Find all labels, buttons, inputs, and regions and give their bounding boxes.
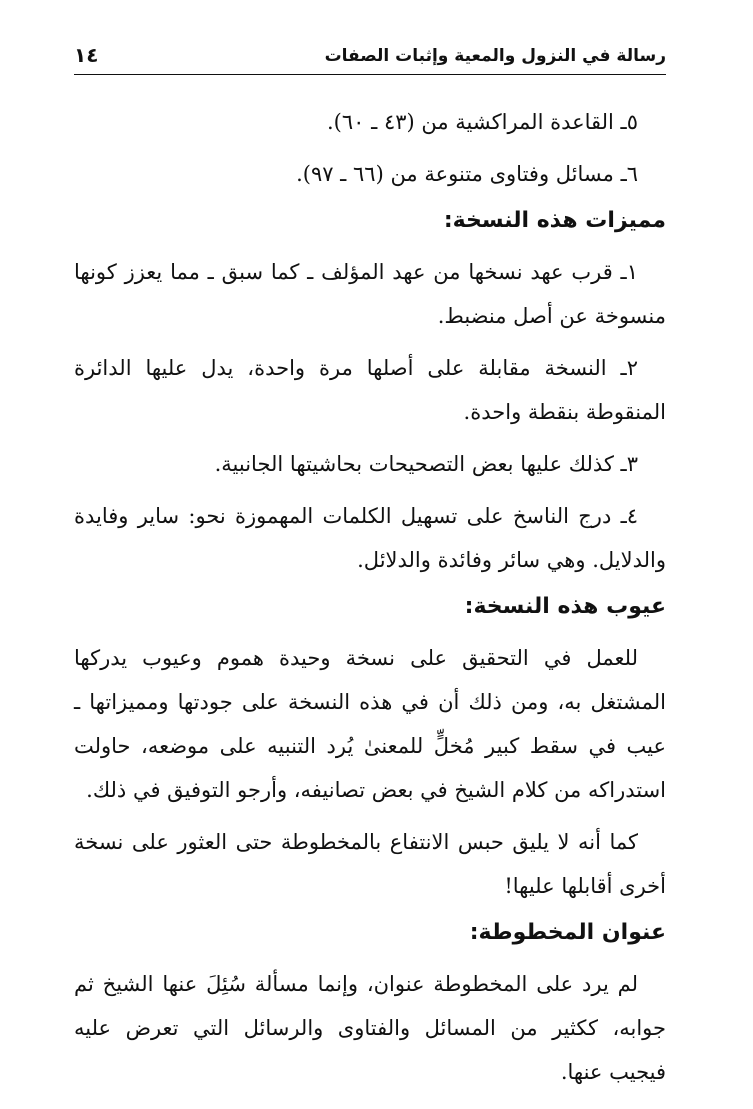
section-heading-title: عنوان المخطوطة: bbox=[469, 920, 666, 945]
feature-item: ٣ـ كذلك عليها بعض التصحيحات بحاشيتها الجانبية. bbox=[214, 452, 638, 476]
list-item: ٦ـ مسائل وفتاوى متنوعة من (٦٦ ـ ٩٧). bbox=[296, 162, 638, 186]
body-paragraph: للعمل في التحقيق على نسخة وحيدة هموم وعيوب يدركها المشتغل به، ومن ذلك أن في هذه النسخة على جودتها ومميزاتها ـ عيب في سقط كبير مُخلٍّ للمعنىٰ يُرد التنبيه على موضعه، حاولت استدراكه من كلام الشيخ في بعض تصانيفه، وأرجو التوفيق في ذلك. bbox=[74, 646, 666, 802]
page-header bbox=[74, 38, 666, 75]
section-heading-defects: عيوب هذه النسخة: bbox=[464, 594, 666, 619]
running-title: رسالة في النزول والمعية وإثبات الصفات bbox=[324, 46, 666, 66]
feature-item: ١ـ قرب عهد نسخها من عهد المؤلف ـ كما سبق ـ مما يعزز كونها منسوخة عن أصل منضبط. bbox=[74, 260, 666, 328]
feature-item: ٢ـ النسخة مقابلة على أصلها مرة واحدة، يدل عليها الدائرة المنقوطة بنقطة واحدة. bbox=[74, 356, 666, 424]
page-body bbox=[74, 100, 666, 1102]
list-item: ٥ـ القاعدة المراكشية من (٤٣ ـ ٦٠). bbox=[326, 110, 638, 134]
feature-item: ٤ـ درج الناسخ على تسهيل الكلمات المهموزة نحو: ساير وفايدة والدلايل. وهي سائر وفائدة والدلائل. bbox=[74, 504, 666, 572]
page-number: ١٤ bbox=[74, 43, 99, 67]
body-paragraph: كما أنه لا يليق حبس الانتفاع بالمخطوطة حتى العثور على نسخة أخرى أقابلها عليها! bbox=[74, 830, 666, 898]
section-heading-features: مميزات هذه النسخة: bbox=[443, 208, 666, 233]
body-paragraph: لم يرد على المخطوطة عنوان، وإنما مسألة سُئِلَ عنها الشيخ ثم جوابه، ككثير من المسائل والفتاوى والرسائل التي تعرض عليه فيجيب عنها. bbox=[74, 972, 666, 1084]
